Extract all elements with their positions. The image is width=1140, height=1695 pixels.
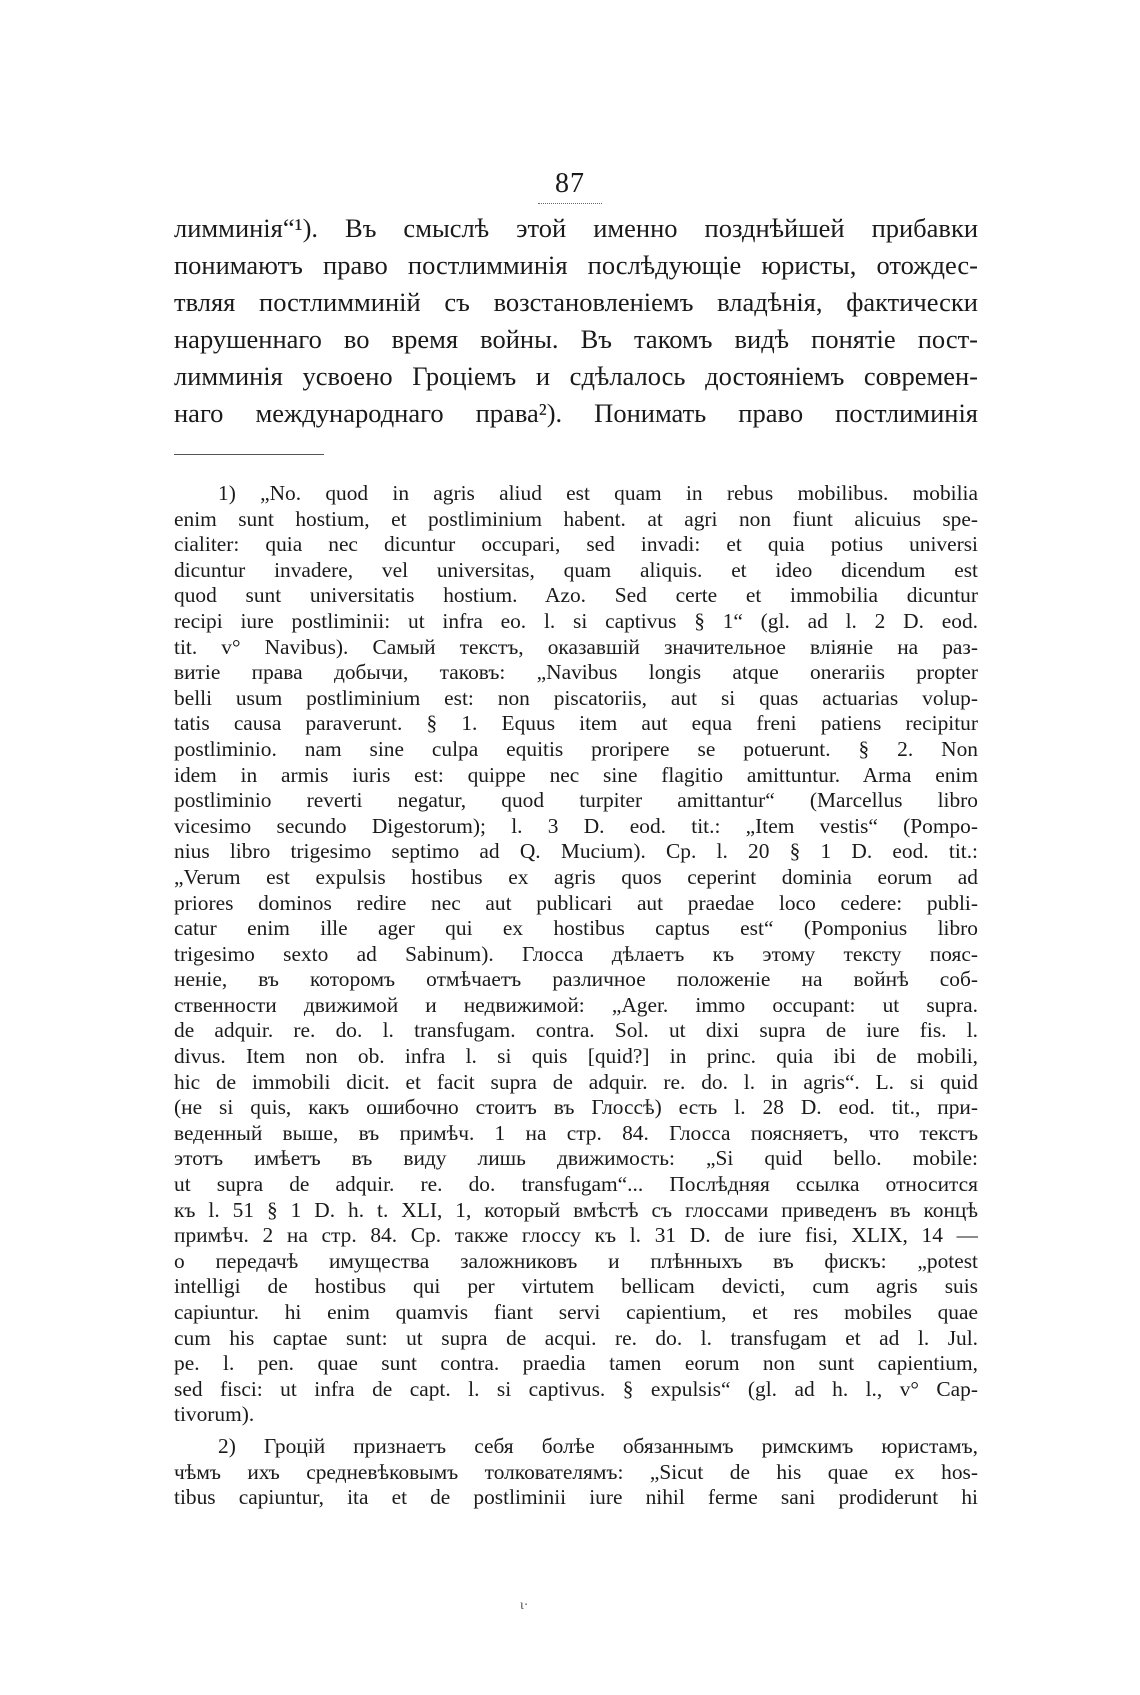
footnote-line: catur enim ille ager qui ex hostibus captus est“ (Pomponius libro <box>174 916 978 941</box>
main-line: лимминія усвоено Гроціемъ и сдѣлалось достояніемъ современ- <box>174 361 978 391</box>
footnote-line: 2) Гроцій признаетъ себя болѣе обязаннымъ римскимъ юристамъ, <box>218 1433 978 1458</box>
footnote-line: неніе, въ которомъ отмѣчаетъ различное положеніе на войнѣ соб- <box>174 967 978 992</box>
footnote-line: о передачѣ имущества заложниковъ и плѣнныхъ въ фискъ: „potest <box>174 1248 978 1273</box>
main-line: твляя постлимминій съ возстановленіемъ владѣнія, фактически <box>174 287 978 317</box>
footnote-line: 1) „No. quod in agris aliud est quam in rebus mobilibus. mobilia <box>218 481 978 505</box>
footnote-line: nius libro trigesimo septimo ad Q. Mucium). Ср. l. 20 § 1 D. eod. tit.: <box>174 839 978 864</box>
main-paragraph <box>174 210 978 432</box>
footnote-line: tibus capiuntur, ita et de postliminii iure nihil ferme sani prodiderunt hi <box>174 1485 978 1510</box>
footnote-line: recipi iure postliminii: ut infra eo. l. si captivus § 1“ (gl. ad l. 2 D. eod. <box>174 608 978 633</box>
footnote-line: этотъ имѣетъ въ виду лишь движимость: „Si quid bello. mobile: <box>174 1146 978 1171</box>
footnote-line: tit. v° Navibus). Самый текстъ, оказавшій значительное вліяніе на раз- <box>174 634 978 659</box>
footnote-line: pe. l. pen. quae sunt contra. praedia tamen eorum non sunt capientium, <box>174 1351 978 1376</box>
bottom-mark: ι· <box>520 1598 529 1613</box>
footnote-line: postliminio. nam sine culpa equitis proripere se potuerunt. § 2. Non <box>174 736 978 761</box>
footnote-1 <box>174 481 978 1428</box>
footnote-line: ut supra de adquir. re. do. transfugam“... Послѣдняя ссылка относится <box>174 1172 978 1197</box>
footnote-line: cialiter: quia nec dicuntur occupari, sed invadi: et quia potius universi <box>174 532 978 557</box>
main-line: нарушеннаго во время войны. Въ такомъ видѣ понятіе пост- <box>174 324 978 354</box>
footnote-line: ственности движимой и недвижимой: „Ager. immo occupant: ut supra. <box>174 992 978 1017</box>
footnote-line: dicuntur invadere, vel universitas, quam aliquis. et ideo dicendum est <box>174 557 978 582</box>
footnote-line: capiuntur. hi enim quamvis fiant servi capientium, et res mobiles quae <box>174 1300 978 1324</box>
footnote-line: tivorum). <box>174 1402 255 1427</box>
footnote-line: (не si quis, какъ ошибочно стоитъ въ Глоссѣ) есть l. 28 D. eod. tit., при- <box>174 1095 978 1120</box>
footnote-line: къ l. 51 § 1 D. h. t. XLI, 1, который вмѣстѣ съ глоссами приведенъ въ концѣ <box>174 1197 978 1222</box>
footnote-line: витіе права добычи, таковъ: „Navibus longis atque onerariis propter <box>174 660 978 685</box>
footnote-line: веденный выше, въ примѣч. 1 на стр. 84. Глосса поясняетъ, что текстъ <box>174 1120 978 1145</box>
main-line: лимминія“¹). Въ смыслѣ этой именно позднѣйшей прибавки <box>174 213 978 243</box>
footnote-line: hic de immobili dicit. et facit supra de adquir. re. do. l. in agris“. L. si quid <box>174 1069 978 1094</box>
footnote-line: enim sunt hostium, et postliminium habent. at agri non fiunt alicuius spe- <box>174 506 978 531</box>
main-line: наго международнаго права²). Понимать право постлиминія <box>174 398 978 428</box>
footnote-line: trigesimo sexto ad Sabinum). Глосса дѣлаетъ къ этому тексту пояс- <box>174 941 978 966</box>
footnote-line: чѣмъ ихъ средневѣковымъ толкователямъ: „Sicut de his quae ex hos- <box>174 1459 978 1484</box>
footnote-line: sed fisci: ut infra de capt. l. si captivus. § expulsis“ (gl. ad h. l., v° Cap- <box>174 1376 978 1401</box>
footnote-line: „Verum est expulsis hostibus ex agris quos ceperint dominia eorum ad <box>174 864 978 889</box>
footnote-line: divus. Item non ob. infra l. si quis [quid?] in princ. quia ibi de mobili, <box>174 1044 978 1069</box>
footnote-line: de adquir. re. do. l. transfugam. contra. Sol. ut dixi supra de iure fis. l. <box>174 1018 978 1043</box>
footnote-line: vicesimo secundo Digestorum); l. 3 D. eod. tit.: „Item vestis“ (Pompo- <box>174 813 978 838</box>
footnote-line: tatis causa paraverunt. § 1. Equus item aut equa freni patiens recipitur <box>174 711 978 736</box>
footnote-line: примѣч. 2 на стр. 84. Ср. также глоссу къ l. 31 D. de iure fisi, XLIX, 14 — <box>174 1223 978 1248</box>
footnote-line: cum his captae sunt: ut supra de acqui. re. do. l. transfugam et ad l. Jul. <box>174 1325 978 1350</box>
footnote-2 <box>174 1434 978 1511</box>
footnote-line: priores dominos redire nec aut publicari aut praedae loco cedere: publi- <box>174 890 978 915</box>
page-number: 87 <box>555 168 585 199</box>
footnote-line: quod sunt universitatis hostium. Azo. Sed certe et immobilia dicuntur <box>174 583 978 608</box>
body-text <box>174 210 978 1511</box>
main-line: понимаютъ право постлимминія послѣдующіе юристы, отождес- <box>174 250 978 280</box>
footnote-line: belli usum postliminium est: non piscatoriis, aut si quas actuarias volup- <box>174 685 978 710</box>
footnote-separator <box>174 454 324 455</box>
footnote-line: idem in armis iuris est: quippe nec sine flagitio amittuntur. Arma enim <box>174 762 978 787</box>
footnote-line: postliminio reverti negatur, quod turpiter amittantur“ (Marcellus libro <box>174 788 978 813</box>
page-number-rule <box>538 203 602 204</box>
footnote-line: intelligi de hostibus qui per virtutem bellicam devicti, cum agris suis <box>174 1274 978 1299</box>
